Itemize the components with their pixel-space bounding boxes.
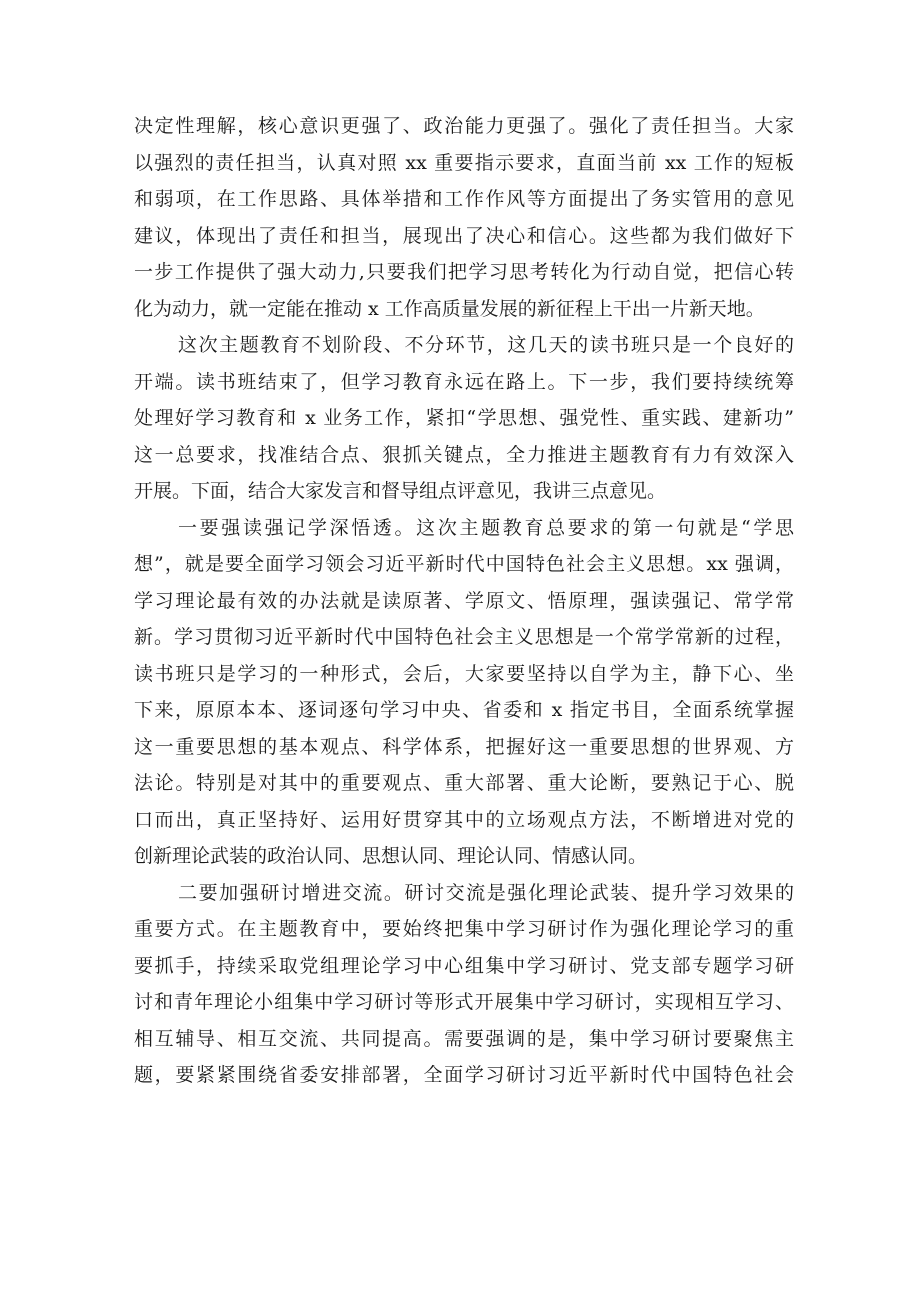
- text-line: 口而出，真正坚持好、运用好贯穿其中的立场观点方法，不断增进对党的: [134, 808, 794, 831]
- text-line: 创新理论武装的政治认同、思想认同、理论认同、情感认同。: [134, 845, 648, 867]
- paragraph-start-line: 这次主题教育不划阶段、不分环节，这几天的读书班只是一个良好的: [178, 334, 794, 356]
- text-line: 重要方式。在主题教育中，要始终把集中学习研讨作为强化理论学习的重: [134, 918, 794, 940]
- paragraph-start-line: 一要强读强记学深悟透。这次主题教育总要求的第一句就是“学思: [178, 516, 794, 539]
- text-line: 想”，就是要全面学习领会习近平新时代中国特色社会主义思想。xx 强调，: [134, 553, 794, 575]
- text-line: 新。学习贯彻习近平新时代中国特色社会主义思想是一个常学常新的过程，: [134, 626, 794, 648]
- text-line: 开展。下面，结合大家发言和督导组点评意见，我讲三点意见。: [134, 480, 667, 502]
- text-line: 以强烈的责任担当，认真对照 xx 重要指示要求，直面当前 xx 工作的短板: [134, 151, 794, 174]
- text-line: 要抓手，持续采取党组理论学习中心组集中学习研讨、党支部专题学习研: [134, 954, 794, 977]
- text-line: 这一重要思想的基本观点、科学体系，把握好这一重要思想的世界观、方: [134, 735, 794, 758]
- text-line: 题，要紧紧围绕省委安排部署，全面学习研讨习近平新时代中国特色社会: [134, 1064, 794, 1086]
- text-line: 学习理论最有效的办法就是读原著、学原文、悟原理，强读强记、常学常: [134, 589, 794, 612]
- paragraph-start-line: 二要加强研讨增进交流。研讨交流是强化理论武装、提升学习效果的: [178, 881, 794, 904]
- body-text: [134, 108, 794, 1094]
- text-line: 建议，体现出了责任和担当，展现出了决心和信心。这些都为我们做好下: [134, 224, 794, 247]
- text-line: 和弱项，在工作思路、具体举措和工作作风等方面提出了务实管用的意见: [134, 188, 794, 210]
- text-line: 这一总要求，找准结合点、狠抓关键点，全力推进主题教育有力有效深入: [134, 443, 794, 466]
- text-line: 处理好学习教育和 x 业务工作，紧扣“学思想、强党性、重实践、建新功”: [134, 407, 794, 429]
- text-line: 讨和青年理论小组集中学习研讨等形式开展集中学习研讨，实现相互学习、: [134, 991, 794, 1013]
- text-line: 一步工作提供了强大动力,只要我们把学习思考转化为行动自觉，把信心转: [134, 261, 794, 283]
- text-line: 法论。特别是对其中的重要观点、重大部署、重大论断，要熟记于心、脱: [134, 772, 794, 794]
- text-line: 化为动力，就一定能在推动 x 工作高质量发展的新征程上干出一片新天地。: [134, 297, 765, 320]
- text-line: 读书班只是学习的一种形式，会后，大家要坚持以自学为主，静下心、坐: [134, 662, 794, 685]
- text-line: 下来，原原本本、逐词逐句学习中央、省委和 x 指定书目，全面系统掌握: [134, 699, 794, 721]
- text-line: 相互辅导、相互交流、共同提高。需要强调的是，集中学习研讨要聚焦主: [134, 1027, 794, 1050]
- text-line: 开端。读书班结束了，但学习教育永远在路上。下一步，我们要持续统筹: [134, 370, 794, 393]
- text-line: 决定性理解，核心意识更强了、政治能力更强了。强化了责任担当。大家: [134, 115, 794, 137]
